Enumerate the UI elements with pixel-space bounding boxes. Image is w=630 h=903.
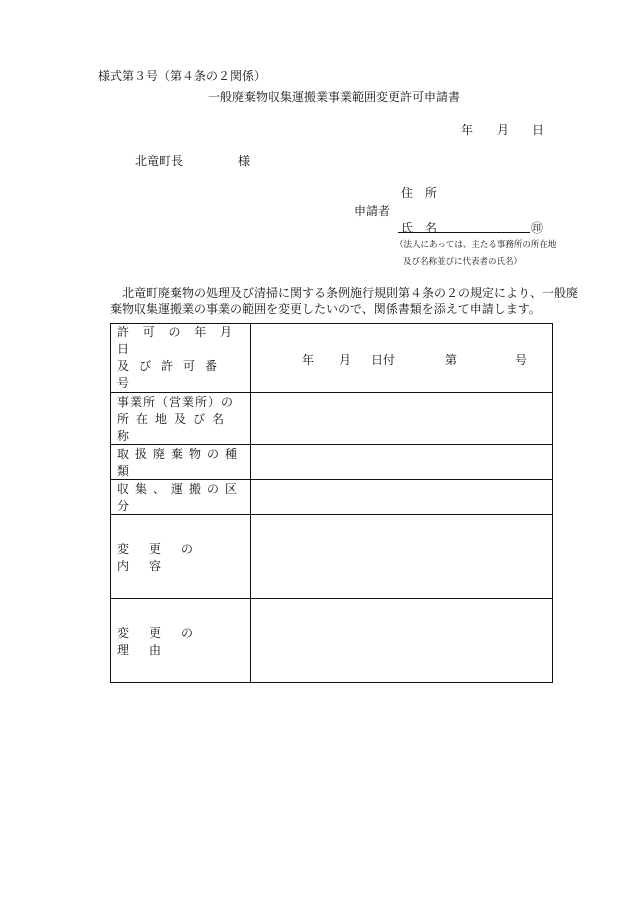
date-year-label: 年 bbox=[461, 123, 474, 137]
permit-label-line2: 及び許可番号 bbox=[117, 359, 228, 390]
addressee-name: 北竜町長 bbox=[135, 154, 184, 168]
body-line-2: 棄物収集運搬業の事業の範囲を変更したいので、関係書類を添えて申請します。 bbox=[110, 302, 541, 316]
applicant-label: 申請者 bbox=[354, 204, 391, 218]
applicant-note-line2: 及び名称並びに代表者の氏名） bbox=[403, 257, 523, 267]
applicant-name-line bbox=[398, 219, 530, 233]
change-content-value-cell[interactable] bbox=[251, 515, 553, 599]
permit-value-cell[interactable] bbox=[251, 324, 553, 393]
applicant-address-label: 住 所 bbox=[401, 186, 438, 200]
applicant-note-line1: （法人にあっては、主たる事務所の所在地 bbox=[395, 240, 557, 250]
form-number: 様式第３号（第４条の２関係） bbox=[98, 69, 267, 83]
permit-day-label: 日付 bbox=[371, 353, 396, 367]
body-line-1: 北竜町廃棄物の処理及び清掃に関する条例施行規則第４条の２の規定により、一般廃 bbox=[122, 286, 579, 300]
waste-type-label: 取扱廃棄物の種類 bbox=[117, 447, 244, 478]
change-content-label-cell bbox=[111, 515, 251, 599]
form-title: 一般廃棄物収集運搬業事業範囲変更許可申請書 bbox=[208, 90, 461, 104]
office-label-line1: 事業所（営業所）の bbox=[117, 395, 235, 409]
table-row-office bbox=[111, 393, 553, 445]
applicant-name-label: 氏 名 bbox=[401, 221, 438, 235]
collection-value-cell[interactable] bbox=[251, 480, 553, 515]
table-row-change-reason bbox=[111, 599, 553, 683]
permit-label-line1: 許可の年月日 bbox=[117, 325, 242, 356]
table-row-waste-type bbox=[111, 445, 553, 480]
collection-label: 収集、運搬の区分 bbox=[117, 482, 244, 513]
change-reason-label: 変更の理由 bbox=[117, 625, 214, 657]
date-day-label: 日 bbox=[532, 123, 545, 137]
application-table bbox=[110, 323, 553, 683]
table-row-collection bbox=[111, 480, 553, 515]
change-reason-value-cell[interactable] bbox=[251, 599, 553, 683]
permit-month-label: 月 bbox=[339, 353, 352, 367]
waste-type-label-cell bbox=[111, 445, 251, 480]
office-value-cell[interactable] bbox=[251, 393, 553, 445]
table-row-change-content bbox=[111, 515, 553, 599]
permit-label-cell bbox=[111, 324, 251, 393]
permit-go-label: 号 bbox=[515, 353, 528, 367]
collection-label-cell bbox=[111, 480, 251, 515]
change-content-label: 変更の内容 bbox=[117, 541, 214, 573]
date-month-label: 月 bbox=[497, 123, 510, 137]
seal-mark: ㊞ bbox=[531, 221, 544, 235]
permit-year-label: 年 bbox=[302, 353, 315, 367]
permit-dai-label: 第 bbox=[445, 353, 458, 367]
waste-type-value-cell[interactable] bbox=[251, 445, 553, 480]
office-label-line2: 所在地及び名称 bbox=[117, 412, 232, 443]
change-reason-label-cell bbox=[111, 599, 251, 683]
office-label-cell bbox=[111, 393, 251, 445]
addressee-honorific: 様 bbox=[238, 154, 251, 168]
table-row-permit bbox=[111, 324, 553, 393]
